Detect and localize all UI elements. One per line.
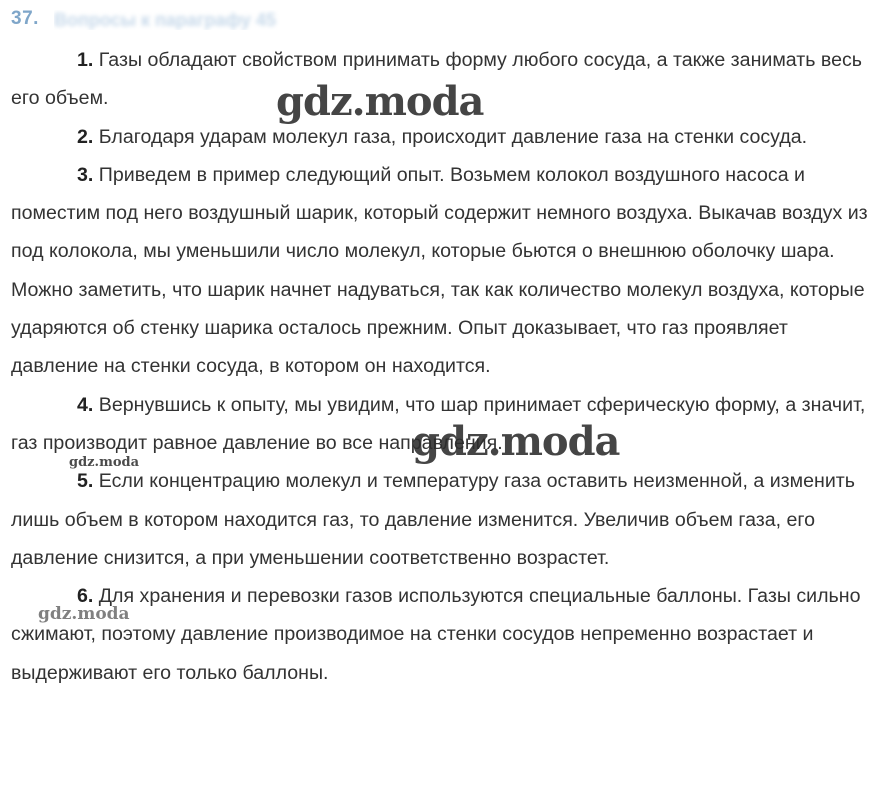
task-heading (54, 10, 284, 30)
task-heading-text: Вопросы к параграфу 45 (54, 10, 276, 30)
paragraph-number: 1. (77, 49, 94, 71)
watermark-logo: gdz.moda (69, 455, 140, 470)
paragraph-3 (11, 156, 869, 386)
paragraph-number: 6. (77, 585, 94, 608)
paragraph-6 (11, 577, 869, 692)
paragraph-text: Газы обладают свойством принимать форму любого сосуда, а также занимать весь его объем. (11, 49, 862, 110)
paragraph-text: Вернувшись к опыту, мы увидим, что шар принимает сферическую форму, а значит, газ производит равное давление во все направления. (11, 393, 866, 454)
paragraph-text: Приведем в пример следующий опыт. Возьмем колокол воздушного насоса и поместим под него воздушный шарик, который содержит немного воздуха. Выкачав воздух из под колокола, мы уменьшили число молекул, которые бьются о внешнюю оболочку шара. Можно заметить, что шарик начнет надуваться, так как количество молекул воздуха, которые ударяются об стенку шарика осталось прежним. Опыт доказывает, что газ проявляет давление на стенки сосуда, в котором он находится. (11, 163, 868, 378)
paragraph-number: 5. (77, 470, 94, 493)
paragraph-text: Для хранения и перевозки газов используются специальные баллоны. Газы сильно сжимают, поэтому давление производимое на стенки сосудов непременно возрастает и выдерживают его только баллоны. (11, 585, 861, 684)
watermark-logo: gdz.moda (412, 418, 620, 465)
answer-text (11, 41, 869, 692)
paragraph-5 (11, 462, 869, 577)
paragraph-number: 3. (77, 163, 94, 186)
watermark-logo: gdz.moda (276, 78, 484, 125)
paragraph-text: Если концентрацию молекул и температуру газа оставить неизменной, а изменить лишь объем в котором находится газ, то давление изменится. Увеличив объем газа, его давление снизится, а при уменьшении соответственно возрастет. (11, 470, 855, 569)
paragraph-number: 2. (77, 125, 94, 148)
watermark-logo: gdz.moda (38, 604, 130, 624)
task-number: 37. (11, 8, 39, 29)
paragraph-number: 4. (77, 393, 94, 416)
paragraph-text: Благодаря ударам молекул газа, происходит давление газа на стенки сосуда. (93, 125, 808, 148)
